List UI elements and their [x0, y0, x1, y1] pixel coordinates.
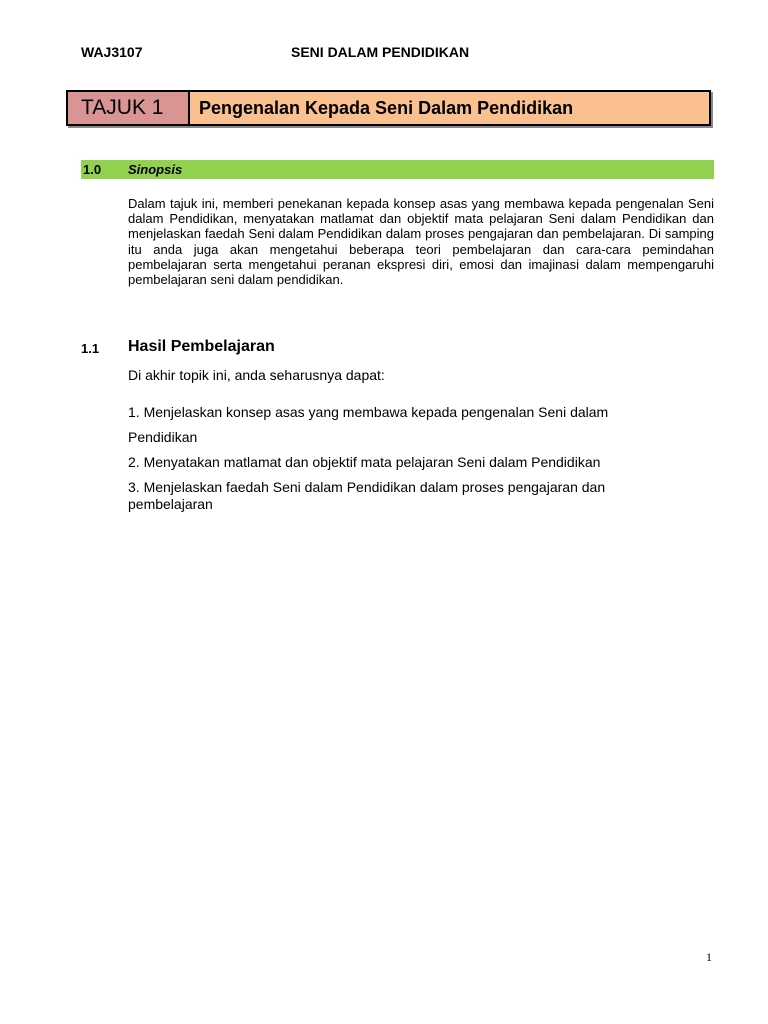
- section-number-1-1: 1.1: [81, 341, 100, 356]
- sinopsis-paragraph: Dalam tajuk ini, memberi penekanan kepada konsep asas yang membawa kepada pengenalan Seni dalam Pendidikan, menyatakan matlamat dan objektif mata pelajaran Seni dalam Pendidikan dan menjelaskan faedah Seni dalam Pendidikan dalam proses pengajaran dan pembelajaran. Di samping itu anda juga akan mengetahui beberapa teori pembelajaran dan cara-cara pemindahan pembelajaran serta mengetahui peranan ekspresi diri, emosi dan imajinasi dalam mempengaruhi pembelajaran seni dalam pendidikan.: [128, 196, 714, 288]
- learning-outcome-1-line-2: Pendidikan: [128, 429, 198, 445]
- learning-outcomes-intro: Di akhir topik ini, anda seharusnya dapat:: [128, 367, 385, 383]
- section-title-sinopsis: Sinopsis: [128, 162, 183, 177]
- topic-label: TAJUK 1: [68, 92, 190, 124]
- topic-banner: [66, 90, 711, 126]
- learning-outcome-2: 2. Menyatakan matlamat dan objektif mata pelajaran Seni dalam Pendidikan: [128, 454, 601, 470]
- topic-title: Pengenalan Kepada Seni Dalam Pendidikan: [190, 92, 709, 124]
- learning-outcome-1-line-1: 1. Menjelaskan konsep asas yang membawa kepada pengenalan Seni dalam: [128, 404, 609, 420]
- course-title: SENI DALAM PENDIDIKAN: [291, 44, 470, 60]
- section-title-hasil-pembelajaran: Hasil Pembelajaran: [128, 338, 275, 355]
- learning-outcome-3: 3. Menjelaskan faedah Seni dalam Pendidikan dalam proses pengajaran dan pembelajaran: [128, 479, 606, 512]
- course-code: WAJ3107: [81, 44, 143, 60]
- section-number-1-0: 1.0: [83, 162, 102, 177]
- page-number: 1: [706, 950, 712, 964]
